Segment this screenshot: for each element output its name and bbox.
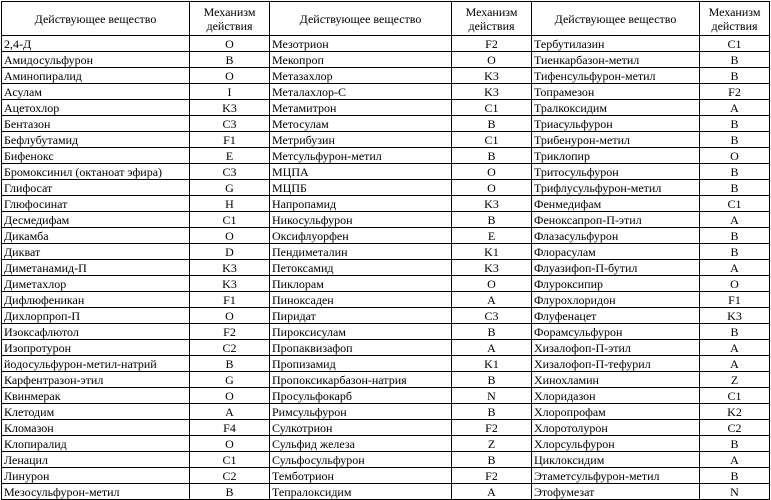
mechanism-cell: K1 xyxy=(452,244,532,260)
substance-cell: МЦПА xyxy=(270,164,452,180)
substance-cell: Сулкотрион xyxy=(270,420,452,436)
table-row xyxy=(2,324,770,340)
table-row xyxy=(2,180,770,196)
mechanism-cell: F2 xyxy=(700,84,770,100)
mechanism-cell: O xyxy=(700,148,770,164)
substance-cell: Тербутилазин xyxy=(532,36,700,52)
substance-cell: Диметанамид-П xyxy=(2,260,190,276)
substance-cell: Пендиметалин xyxy=(270,244,452,260)
mechanism-cell: F1 xyxy=(700,292,770,308)
table-row xyxy=(2,436,770,452)
substance-cell: Мезосульфурон-метил xyxy=(2,484,190,500)
mechanism-cell: C3 xyxy=(190,116,270,132)
substance-cell: Хлоридазон xyxy=(532,388,700,404)
substance-cell: Флурохлоридон xyxy=(532,292,700,308)
header-mechanism: Механизм действия xyxy=(452,2,532,36)
substance-cell: Металахлор-С xyxy=(270,84,452,100)
table-row xyxy=(2,276,770,292)
substance-cell: Хизалофоп-П-тефурил xyxy=(532,356,700,372)
table-row xyxy=(2,340,770,356)
substance-cell: Хлоротолурон xyxy=(532,420,700,436)
substance-cell: Линурон xyxy=(2,468,190,484)
mechanism-cell: C3 xyxy=(190,164,270,180)
mechanism-cell: A xyxy=(190,404,270,420)
table-row xyxy=(2,132,770,148)
mechanism-cell: C2 xyxy=(190,468,270,484)
substance-cell: Пиклорам xyxy=(270,276,452,292)
substance-cell: Асулам xyxy=(2,84,190,100)
mechanism-cell: B xyxy=(700,324,770,340)
substance-cell: йодосульфурон-метил-натрий xyxy=(2,356,190,372)
mechanism-cell: D xyxy=(190,244,270,260)
mechanism-cell: C1 xyxy=(700,196,770,212)
mechanism-cell: B xyxy=(190,52,270,68)
substance-cell: Метазахлор xyxy=(270,68,452,84)
table-row xyxy=(2,372,770,388)
substance-cell: Бентазон xyxy=(2,116,190,132)
mechanism-cell: B xyxy=(700,68,770,84)
substance-cell: Аминопиралид xyxy=(2,68,190,84)
substance-cell: Просульфокарб xyxy=(270,388,452,404)
substance-cell: Напропамид xyxy=(270,196,452,212)
substance-cell: Тепралоксидим xyxy=(270,484,452,500)
mechanism-cell: O xyxy=(190,436,270,452)
mechanism-cell: B xyxy=(700,468,770,484)
table-row xyxy=(2,420,770,436)
substance-cell: Хлорсульфурон xyxy=(532,436,700,452)
mechanism-cell: K2 xyxy=(700,404,770,420)
mechanism-cell: O xyxy=(452,180,532,196)
mechanism-cell: I xyxy=(190,84,270,100)
substance-cell: Этаметсульфурон-метил xyxy=(532,468,700,484)
mechanism-cell: O xyxy=(190,68,270,84)
substance-cell: Оксифлуорфен xyxy=(270,228,452,244)
mechanism-cell: K3 xyxy=(452,84,532,100)
substance-cell: Десмедифам xyxy=(2,212,190,228)
table-row xyxy=(2,468,770,484)
mechanism-cell: B xyxy=(700,116,770,132)
mechanism-cell: B xyxy=(700,52,770,68)
mechanism-cell: E xyxy=(452,228,532,244)
mechanism-cell: B xyxy=(452,372,532,388)
mechanism-cell: O xyxy=(190,388,270,404)
substance-cell: Флорасулам xyxy=(532,244,700,260)
substance-cell: Кломазон xyxy=(2,420,190,436)
mechanism-cell: B xyxy=(700,228,770,244)
mechanism-cell: F4 xyxy=(190,420,270,436)
substance-cell: Карфентразон-этил xyxy=(2,372,190,388)
mechanism-cell: B xyxy=(190,356,270,372)
substance-cell: Феноксапроп-П-этил xyxy=(532,212,700,228)
mechanism-cell: B xyxy=(700,164,770,180)
substance-cell: Бефлубутамид xyxy=(2,132,190,148)
mechanism-cell: B xyxy=(700,244,770,260)
mechanism-cell: B xyxy=(700,436,770,452)
mechanism-cell: F1 xyxy=(190,292,270,308)
substance-cell: Тифенсульфурон-метил xyxy=(532,68,700,84)
mechanism-cell: A xyxy=(452,484,532,500)
mechanism-cell: F1 xyxy=(190,132,270,148)
substance-cell: Глюфосинат xyxy=(2,196,190,212)
header-substance: Действующее вещество xyxy=(270,2,452,36)
mechanism-cell: B xyxy=(700,132,770,148)
mechanism-cell: G xyxy=(190,180,270,196)
mechanism-cell: B xyxy=(452,404,532,420)
mechanism-cell: A xyxy=(452,340,532,356)
herbicide-mode-of-action-table xyxy=(1,1,770,500)
mechanism-cell: F2 xyxy=(190,324,270,340)
mechanism-cell: C2 xyxy=(700,420,770,436)
mechanism-cell: C2 xyxy=(190,340,270,356)
substance-cell: Хинохламин xyxy=(532,372,700,388)
substance-cell: Триклопир xyxy=(532,148,700,164)
mechanism-cell: B xyxy=(452,324,532,340)
substance-cell: Пиноксаден xyxy=(270,292,452,308)
table-row xyxy=(2,164,770,180)
substance-cell: Пропизамид xyxy=(270,356,452,372)
table-row xyxy=(2,292,770,308)
mechanism-cell: C1 xyxy=(452,132,532,148)
mechanism-cell: K3 xyxy=(452,68,532,84)
substance-cell: Глифосат xyxy=(2,180,190,196)
substance-cell: Флуазифоп-П-бутил xyxy=(532,260,700,276)
mechanism-cell: N xyxy=(452,388,532,404)
substance-cell: Метрибузин xyxy=(270,132,452,148)
table-row xyxy=(2,404,770,420)
table-row xyxy=(2,84,770,100)
table-row xyxy=(2,196,770,212)
substance-cell: Изопротурон xyxy=(2,340,190,356)
substance-cell: Трифлусульфурон-метил xyxy=(532,180,700,196)
substance-cell: Фенмедифам xyxy=(532,196,700,212)
substance-cell: Клопиралид xyxy=(2,436,190,452)
substance-cell: Дикват xyxy=(2,244,190,260)
table-row xyxy=(2,36,770,52)
mechanism-cell: O xyxy=(452,276,532,292)
mechanism-cell: C1 xyxy=(190,212,270,228)
mechanism-cell: A xyxy=(700,212,770,228)
table-row xyxy=(2,308,770,324)
table-row xyxy=(2,484,770,500)
table-row xyxy=(2,244,770,260)
mechanism-cell: Z xyxy=(452,436,532,452)
substance-cell: Дихлорпроп-П xyxy=(2,308,190,324)
mechanism-cell: K3 xyxy=(190,260,270,276)
substance-cell: Метамитрон xyxy=(270,100,452,116)
substance-cell: Амидосульфурон xyxy=(2,52,190,68)
substance-cell: Триасульфурон xyxy=(532,116,700,132)
substance-cell: Хизалофоп-П-этил xyxy=(532,340,700,356)
table-row xyxy=(2,260,770,276)
mechanism-cell: B xyxy=(452,148,532,164)
mechanism-cell: A xyxy=(700,340,770,356)
substance-cell: Мезотрион xyxy=(270,36,452,52)
substance-cell: Дифлюфеникан xyxy=(2,292,190,308)
header-substance: Действующее вещество xyxy=(2,2,190,36)
mechanism-cell: A xyxy=(700,356,770,372)
substance-cell: Бромоксинил (октаноат эфира) xyxy=(2,164,190,180)
table-row xyxy=(2,356,770,372)
mechanism-cell: O xyxy=(190,228,270,244)
mechanism-cell: K3 xyxy=(190,100,270,116)
mechanism-cell: F2 xyxy=(452,468,532,484)
substance-cell: Метосулам xyxy=(270,116,452,132)
substance-cell: Клетодим xyxy=(2,404,190,420)
substance-cell: Ацетохлор xyxy=(2,100,190,116)
table-row xyxy=(2,228,770,244)
table-row xyxy=(2,212,770,228)
mechanism-cell: K3 xyxy=(452,196,532,212)
table-row xyxy=(2,388,770,404)
mechanism-cell: A xyxy=(700,452,770,468)
substance-cell: Ленацил xyxy=(2,452,190,468)
mechanism-cell: K3 xyxy=(452,260,532,276)
substance-cell: Пропоксикарбазон-натрия xyxy=(270,372,452,388)
header-mechanism: Механизм действия xyxy=(700,2,770,36)
mechanism-cell: Z xyxy=(700,372,770,388)
mechanism-cell: N xyxy=(700,484,770,500)
substance-cell: 2,4-Д xyxy=(2,36,190,52)
mechanism-cell: F2 xyxy=(452,36,532,52)
substance-cell: Дикамба xyxy=(2,228,190,244)
substance-cell: Тритосульфурон xyxy=(532,164,700,180)
mechanism-cell: B xyxy=(452,452,532,468)
mechanism-cell: B xyxy=(452,116,532,132)
mechanism-cell: B xyxy=(452,212,532,228)
substance-cell: Хлоропрофам xyxy=(532,404,700,420)
mechanism-cell: E xyxy=(190,148,270,164)
substance-cell: Этофумезат xyxy=(532,484,700,500)
substance-cell: Флазасульфурон xyxy=(532,228,700,244)
mechanism-cell: O xyxy=(700,276,770,292)
mechanism-cell: C1 xyxy=(700,36,770,52)
substance-cell: Пропаквизафоп xyxy=(270,340,452,356)
header-row xyxy=(2,2,770,36)
substance-cell: Изоксафлютол xyxy=(2,324,190,340)
table-row xyxy=(2,452,770,468)
substance-cell: МЦПБ xyxy=(270,180,452,196)
mechanism-cell: C1 xyxy=(452,100,532,116)
substance-cell: Темботрион xyxy=(270,468,452,484)
mechanism-cell: O xyxy=(452,52,532,68)
mechanism-cell: B xyxy=(700,180,770,196)
substance-cell: Пиридат xyxy=(270,308,452,324)
substance-cell: Флуроксипир xyxy=(532,276,700,292)
substance-cell: Сульфид железа xyxy=(270,436,452,452)
header-mechanism: Механизм действия xyxy=(190,2,270,36)
table-body xyxy=(2,36,770,500)
substance-cell: Квинмерак xyxy=(2,388,190,404)
substance-cell: Сульфосульфурон xyxy=(270,452,452,468)
table-row xyxy=(2,68,770,84)
substance-cell: Трибенурон-метил xyxy=(532,132,700,148)
substance-cell: Форамсульфурон xyxy=(532,324,700,340)
mechanism-cell: K3 xyxy=(700,308,770,324)
substance-cell: Петоксамид xyxy=(270,260,452,276)
table-row xyxy=(2,52,770,68)
mechanism-cell: O xyxy=(190,308,270,324)
substance-cell: Тиенкарбазон-метил xyxy=(532,52,700,68)
mechanism-cell: C1 xyxy=(190,452,270,468)
mechanism-cell: O xyxy=(190,36,270,52)
mechanism-cell: B xyxy=(190,484,270,500)
mechanism-cell: K3 xyxy=(190,276,270,292)
substance-cell: Пироксисулам xyxy=(270,324,452,340)
substance-cell: Метсульфурон-метил xyxy=(270,148,452,164)
substance-cell: Тралкоксидим xyxy=(532,100,700,116)
mechanism-cell: C1 xyxy=(700,388,770,404)
mechanism-cell: C3 xyxy=(452,308,532,324)
substance-cell: Римсульфурон xyxy=(270,404,452,420)
substance-cell: Флуфенацет xyxy=(532,308,700,324)
mechanism-cell: A xyxy=(452,292,532,308)
table-row xyxy=(2,148,770,164)
header-substance: Действующее вещество xyxy=(532,2,700,36)
substance-cell: Мекопроп xyxy=(270,52,452,68)
substance-cell: Диметахлор xyxy=(2,276,190,292)
mechanism-cell: O xyxy=(452,164,532,180)
substance-cell: Топрамезон xyxy=(532,84,700,100)
mechanism-cell: A xyxy=(700,100,770,116)
table-row xyxy=(2,100,770,116)
substance-cell: Циклоксидим xyxy=(532,452,700,468)
mechanism-cell: K1 xyxy=(452,356,532,372)
table-row xyxy=(2,116,770,132)
mechanism-cell: A xyxy=(700,260,770,276)
mechanism-cell: F2 xyxy=(452,420,532,436)
substance-cell: Никосульфурон xyxy=(270,212,452,228)
mechanism-cell: G xyxy=(190,372,270,388)
substance-cell: Бифенокс xyxy=(2,148,190,164)
mechanism-cell: H xyxy=(190,196,270,212)
